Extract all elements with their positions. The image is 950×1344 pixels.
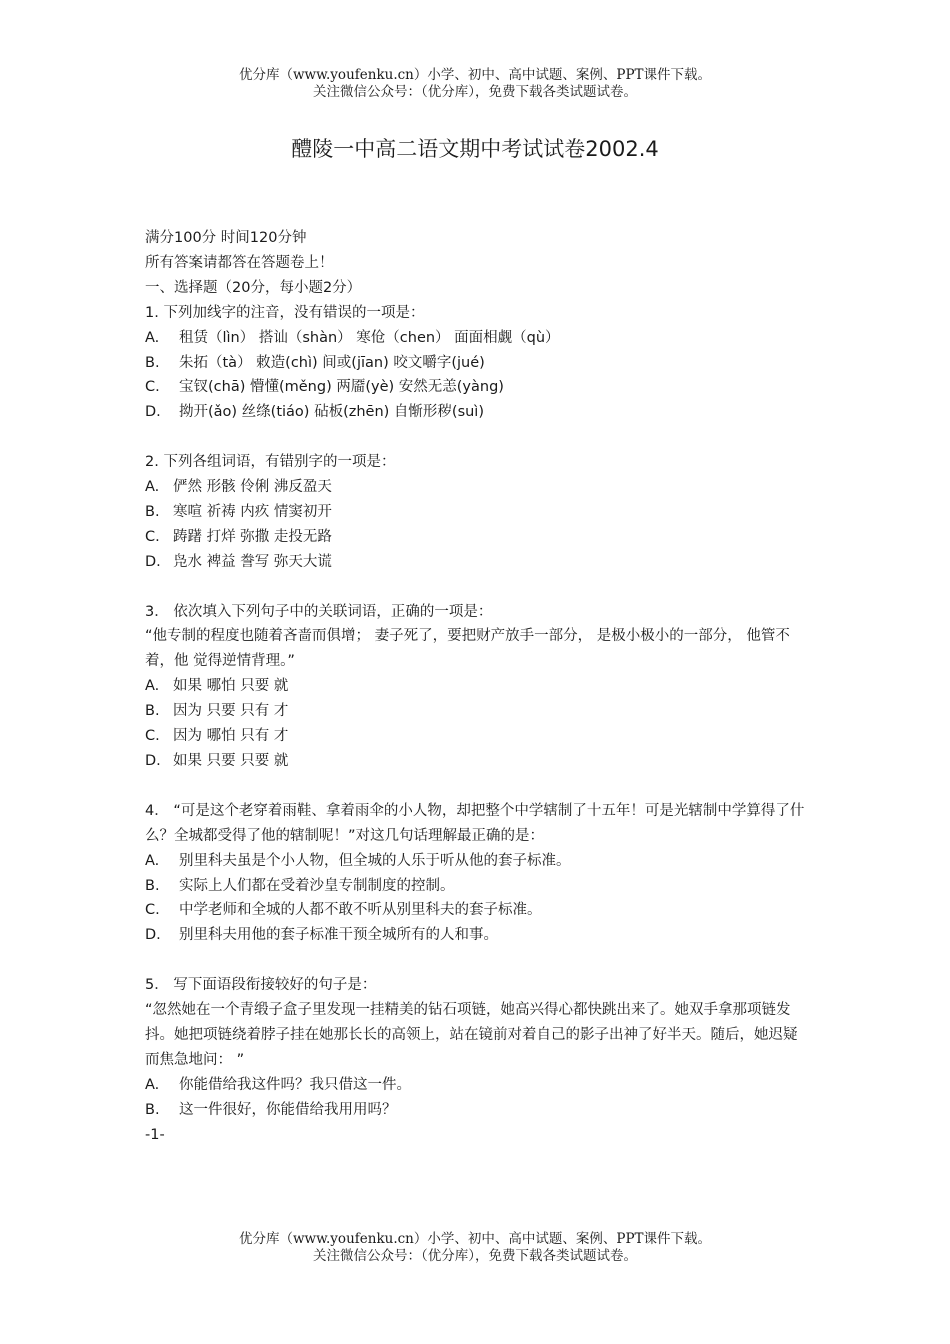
question-1-option-b: B. 朱拓（tà） 敕造(chì) 间或(jīan) 咬文嚼字(jué) xyxy=(145,354,485,371)
question-3-option-c: C. 因为 哪怕 只有 才 xyxy=(145,728,289,745)
question-2-stem: 2. 下列各组词语，有错别字的一项是： xyxy=(145,454,396,471)
footer-line-1: 优分库（www.youfenku.cn）小学、初中、高中试题、案例、PPT课件下载。 xyxy=(238,1231,712,1247)
question-1-option-a: A. 租赁（lìn） 搭讪（shàn） 寒伧（chen） 面面相觑（qù） xyxy=(145,329,560,346)
question-1-option-d: D. 拗开(ǎo) 丝绦(tiáo) 砧板(zhēn) 自惭形秽(suì) xyxy=(145,404,484,421)
question-5-option-a: A. 你能借给我这件吗？我只借这一件。 xyxy=(145,1076,411,1093)
question-2-option-d: D. 凫水 裨益 誊写 弥天大谎 xyxy=(145,553,332,570)
question-1-stem: 1. 下列加线字的注音，没有错误的一项是： xyxy=(145,304,425,321)
header-line-1: 优分库（www.youfenku.cn）小学、初中、高中试题、案例、PPT课件下载。 xyxy=(238,67,712,83)
page-header xyxy=(0,67,950,101)
footer-line-2: 关注微信公众号：（优分库），免费下载各类试题试卷。 xyxy=(313,1248,637,1264)
question-3-option-a: A. 如果 哪怕 只要 就 xyxy=(145,678,289,695)
question-5-option-b: B. 这一件很好，你能借给我用用吗？ xyxy=(145,1101,397,1118)
exam-body xyxy=(145,226,810,1147)
question-5-stem: 5． 写下面语段衔接较好的句子是： xyxy=(145,977,377,994)
question-4-option-c: C. 中学老师和全城的人都不敢不听从别里科夫的套子标准。 xyxy=(145,902,542,919)
question-3-quote: “他专制的程度也随着吝啬而俱增； 妻子死了，要把财产放手一部分， 是极小极小的一部分， 他管不着，他 觉得逆情背理。” xyxy=(145,628,790,670)
section-heading: 一、选择题（20分，每小题2分） xyxy=(145,279,362,296)
question-4-option-a: A. 别里科夫虽是个小人物，但全城的人乐于听从他的套子标准。 xyxy=(145,852,571,869)
question-3-option-d: D. 如果 只要 只要 就 xyxy=(145,753,289,769)
page-footer xyxy=(0,1231,950,1265)
header-line-2: 关注微信公众号：（优分库），免费下载各类试题试卷。 xyxy=(313,84,637,100)
question-4-stem: 4． “可是这个老穿着雨鞋、拿着雨伞的小人物，却把整个中学辖制了十五年！可是光辖制中学算得了什么？全城都受得了他的辖制呢！”对这几句话理解最正确的是： xyxy=(145,802,805,844)
question-2-option-b: B. 寒喧 祈祷 内疚 情窦初开 xyxy=(145,503,332,520)
question-2-option-c: C. 踌躇 打烊 弥撒 走投无路 xyxy=(145,528,332,545)
question-3-option-b: B. 因为 只要 只有 才 xyxy=(145,703,289,720)
page-number: -1- xyxy=(145,1126,165,1143)
answer-note: 所有答案请都答在答题卷上！ xyxy=(145,254,334,271)
question-4-option-b: B. 实际上人们都在受着沙皇专制制度的控制。 xyxy=(145,877,455,894)
score-time: 满分100分 时间120分钟 xyxy=(145,230,307,246)
question-1-option-c: C. 宝钗(chā) 懵懂(měng) 两靥(yè) 安然无恙(yàng) xyxy=(145,379,504,396)
question-3-stem: 3． 依次填入下列句子中的关联词语，正确的一项是： xyxy=(145,603,493,620)
question-4-option-d: D. 别里科夫用他的套子标准干预全城所有的人和事。 xyxy=(145,927,498,944)
document-title: 醴陵一中高二语文期中考试试卷2002.4 xyxy=(291,137,659,161)
question-5-quote: “忽然她在一个青缎子盒子里发现一挂精美的钻石项链，她高兴得心都快跳出来了。她双手拿那项链发抖。她把项链绕着脖子挂在她那长长的高领上，站在镜前对着自己的影子出神了好半天。随后，她迟疑而焦急地问： ” xyxy=(145,1002,798,1068)
question-2-option-a: A. 俨然 形骸 伶俐 沸反盈天 xyxy=(145,479,332,496)
